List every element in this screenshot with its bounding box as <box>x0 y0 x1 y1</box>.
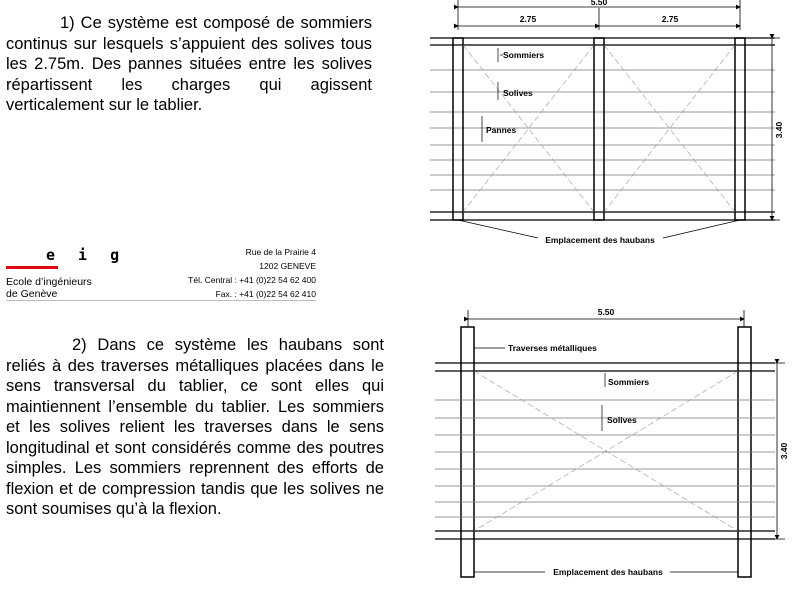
diagram-2-plan <box>420 305 800 595</box>
address-city: 1202 GENEVE <box>259 261 316 271</box>
letterhead <box>6 246 316 304</box>
paragraph-2-text: Dans ce système les haubans sont reliés à des traverses métalliques placées dans le sens transversal du tablier, ce sont elles qui maintiennent l’ensemble du tablier. Les sommiers et les solives relient les traverses dans le sens longitudinal et sont considérés comme des poutres simples. Les sommiers reprennent des efforts de flexion et de compression tandis que les solives ne sont soumises qu’à la flexion. <box>6 336 384 518</box>
diagram-1-plan <box>420 0 800 250</box>
diagram-2-dim-total: 5.50 <box>597 307 615 317</box>
paragraph-1 <box>6 13 372 116</box>
diagram-2-label-sommiers: Sommiers <box>608 377 650 387</box>
diagram-1-dim-total: 5.50 <box>590 0 608 7</box>
diagram-1-dim-height: 3.40 <box>774 121 784 139</box>
diagram-2-label-traverses: Traverses métalliques <box>508 343 597 353</box>
diagram-1-dim-left: 2.75 <box>519 14 537 24</box>
diagram-1-label-bottom: Emplacement des haubans <box>545 235 655 245</box>
address-street: Rue de la Prairie 4 <box>245 247 316 257</box>
paragraph-1-text: Ce système est composé de sommiers continus sur lesquels s’appuient des solives tous les 2.75m. Des pannes situées entre les solives répartissent les charges qui agissent verticalement sur le tablier. <box>6 14 372 114</box>
diagram-1-dim-right: 2.75 <box>661 14 679 24</box>
paragraph-2-number: 2) <box>72 336 87 354</box>
letterhead-divider <box>6 300 316 301</box>
diagram-1-label-pannes: Pannes <box>486 125 517 135</box>
diagram-2-label-solives: Solives <box>607 415 637 425</box>
paragraph-1-number: 1) <box>60 14 75 32</box>
diagram-2-dim-height: 3.40 <box>779 442 789 460</box>
diagram-1-label-solives: Solives <box>503 88 533 98</box>
diagram-2-label-bottom: Emplacement des haubans <box>553 567 663 577</box>
school-name-line1: Ecole d’ingénieurs <box>6 276 92 288</box>
school-name-line2: de Genève <box>6 288 58 300</box>
eig-logo-letters: e i g <box>46 246 120 264</box>
diagram-1-label-sommiers: Sommiers <box>503 50 545 60</box>
eig-logo-bar <box>6 266 58 269</box>
address-phone: Tél. Central : +41 (0)22 54 62 400 <box>188 275 316 285</box>
paragraph-2 <box>6 335 384 520</box>
address-fax: Fax. : +41 (0)22 54 62 410 <box>215 289 316 299</box>
